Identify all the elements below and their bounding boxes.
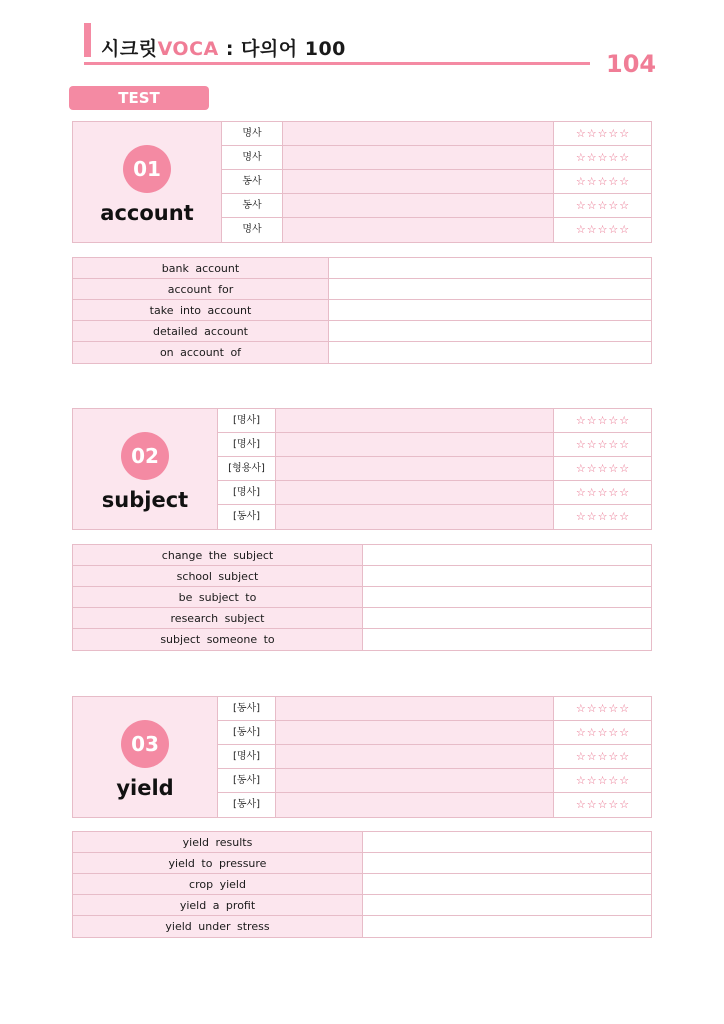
- star-rating[interactable]: ☆☆☆☆☆: [555, 745, 651, 768]
- star-rating[interactable]: ☆☆☆☆☆: [555, 218, 651, 242]
- phrase-label: crop yield: [73, 874, 363, 894]
- phrase-answer-field[interactable]: [363, 566, 651, 586]
- phrase-answer-field[interactable]: [329, 258, 651, 278]
- meaning-row: [218, 481, 651, 505]
- phrase-label: yield results: [73, 832, 363, 852]
- star-rating[interactable]: ☆☆☆☆☆: [555, 433, 651, 456]
- page-title: 시크릿VOCA : 다의어 100: [101, 38, 346, 60]
- part-of-speech-label: 동사: [222, 170, 283, 193]
- meaning-row: [222, 122, 651, 146]
- phrase-row: [73, 279, 651, 300]
- word-number-badge: 03: [121, 720, 169, 768]
- part-of-speech-label: [명사]: [218, 481, 276, 504]
- meaning-answer-field[interactable]: [276, 433, 554, 456]
- part-of-speech-label: 명사: [222, 146, 283, 169]
- meaning-row: [218, 697, 651, 721]
- phrase-row: [73, 258, 651, 279]
- headword: account: [100, 201, 194, 225]
- part-of-speech-label: 동사: [222, 194, 283, 217]
- phrase-row: [73, 566, 651, 587]
- star-rating[interactable]: ☆☆☆☆☆: [555, 457, 651, 480]
- part-of-speech-label: [명사]: [218, 433, 276, 456]
- phrase-label: bank account: [73, 258, 329, 278]
- phrase-label: on account of: [73, 342, 329, 363]
- meaning-table: [72, 696, 652, 818]
- meaning-row: [222, 218, 651, 242]
- phrase-label: yield a profit: [73, 895, 363, 915]
- meaning-row: [222, 146, 651, 170]
- star-rating[interactable]: ☆☆☆☆☆: [555, 146, 651, 169]
- phrase-row: [73, 895, 651, 916]
- word-cell: [73, 409, 218, 529]
- phrase-label: yield to pressure: [73, 853, 363, 873]
- meaning-answer-field[interactable]: [276, 793, 554, 817]
- phrase-row: [73, 608, 651, 629]
- phrase-row: [73, 545, 651, 566]
- phrase-answer-field[interactable]: [329, 300, 651, 320]
- phrase-answer-field[interactable]: [329, 279, 651, 299]
- phrase-label: change the subject: [73, 545, 363, 565]
- word-cell: [73, 122, 222, 242]
- meaning-answer-field[interactable]: [283, 218, 554, 242]
- part-of-speech-label: [동사]: [218, 505, 276, 529]
- star-rating[interactable]: ☆☆☆☆☆: [555, 721, 651, 744]
- word-number-badge: 02: [121, 432, 169, 480]
- word-number-badge: 01: [123, 145, 171, 193]
- meaning-row: [218, 457, 651, 481]
- phrase-answer-field[interactable]: [363, 895, 651, 915]
- phrase-label: research subject: [73, 608, 363, 628]
- phrase-label: be subject to: [73, 587, 363, 607]
- meaning-answer-field[interactable]: [283, 194, 554, 217]
- phrase-answer-field[interactable]: [363, 545, 651, 565]
- meaning-row: [218, 505, 651, 529]
- meaning-row: [218, 433, 651, 457]
- phrase-answer-field[interactable]: [363, 608, 651, 628]
- star-rating[interactable]: ☆☆☆☆☆: [555, 481, 651, 504]
- phrase-row: [73, 629, 651, 650]
- meaning-answer-field[interactable]: [276, 769, 554, 792]
- meaning-answer-field[interactable]: [283, 122, 554, 145]
- test-badge: TEST: [69, 86, 209, 110]
- meaning-answer-field[interactable]: [276, 457, 554, 480]
- meaning-answer-field[interactable]: [276, 505, 554, 529]
- meaning-row: [218, 721, 651, 745]
- meaning-answer-field[interactable]: [276, 481, 554, 504]
- meaning-row: [218, 793, 651, 817]
- part-of-speech-label: 명사: [222, 122, 283, 145]
- phrase-answer-field[interactable]: [363, 916, 651, 937]
- phrase-row: [73, 832, 651, 853]
- page-number: 104: [606, 50, 657, 78]
- phrase-row: [73, 853, 651, 874]
- star-rating[interactable]: ☆☆☆☆☆: [555, 697, 651, 720]
- phrase-table: [72, 544, 652, 651]
- star-rating[interactable]: ☆☆☆☆☆: [555, 170, 651, 193]
- meaning-answer-field[interactable]: [276, 721, 554, 744]
- meaning-answer-field[interactable]: [276, 697, 554, 720]
- phrase-answer-field[interactable]: [329, 342, 651, 363]
- headword: yield: [116, 776, 174, 800]
- star-rating[interactable]: ☆☆☆☆☆: [555, 769, 651, 792]
- phrase-label: detailed account: [73, 321, 329, 341]
- headword: subject: [101, 488, 189, 512]
- phrase-row: [73, 874, 651, 895]
- phrase-answer-field[interactable]: [329, 321, 651, 341]
- phrase-answer-field[interactable]: [363, 853, 651, 873]
- meaning-table: [72, 408, 652, 530]
- meaning-row: [222, 170, 651, 194]
- phrase-table: [72, 831, 652, 938]
- star-rating[interactable]: ☆☆☆☆☆: [555, 793, 651, 817]
- star-rating[interactable]: ☆☆☆☆☆: [555, 194, 651, 217]
- part-of-speech-label: [동사]: [218, 793, 276, 817]
- meaning-answer-field[interactable]: [283, 170, 554, 193]
- star-rating[interactable]: ☆☆☆☆☆: [555, 409, 651, 432]
- phrase-answer-field[interactable]: [363, 832, 651, 852]
- phrase-label: subject someone to: [73, 629, 363, 650]
- meaning-row: [218, 409, 651, 433]
- phrase-row: [73, 916, 651, 937]
- part-of-speech-label: [동사]: [218, 769, 276, 792]
- phrase-answer-field[interactable]: [363, 629, 651, 650]
- meaning-row: [218, 745, 651, 769]
- phrase-label: account for: [73, 279, 329, 299]
- part-of-speech-label: 명사: [222, 218, 283, 242]
- phrase-label: school subject: [73, 566, 363, 586]
- star-rating[interactable]: ☆☆☆☆☆: [555, 122, 651, 145]
- phrase-label: yield under stress: [73, 916, 363, 937]
- phrase-label: take into account: [73, 300, 329, 320]
- header-accent-bar: [84, 23, 91, 57]
- phrase-row: [73, 321, 651, 342]
- meaning-table: [72, 121, 652, 243]
- phrase-row: [73, 587, 651, 608]
- meaning-answer-field[interactable]: [276, 409, 554, 432]
- meaning-row: [222, 194, 651, 218]
- part-of-speech-label: [명사]: [218, 409, 276, 432]
- meaning-row: [218, 769, 651, 793]
- phrase-answer-field[interactable]: [363, 874, 651, 894]
- part-of-speech-label: [형용사]: [218, 457, 276, 480]
- part-of-speech-label: [동사]: [218, 721, 276, 744]
- phrase-table: [72, 257, 652, 364]
- star-rating[interactable]: ☆☆☆☆☆: [555, 505, 651, 529]
- meaning-answer-field[interactable]: [283, 146, 554, 169]
- header-underline: [84, 62, 590, 65]
- part-of-speech-label: [명사]: [218, 745, 276, 768]
- meaning-answer-field[interactable]: [276, 745, 554, 768]
- phrase-row: [73, 342, 651, 363]
- part-of-speech-label: [동사]: [218, 697, 276, 720]
- phrase-row: [73, 300, 651, 321]
- word-cell: [73, 697, 218, 817]
- phrase-answer-field[interactable]: [363, 587, 651, 607]
